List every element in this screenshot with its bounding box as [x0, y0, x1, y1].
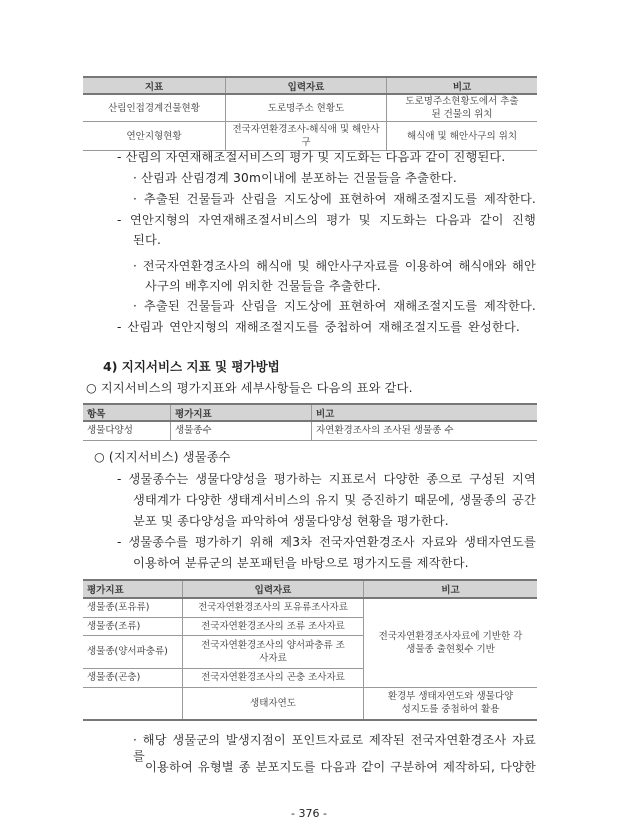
- table-cell: 도로명주소 현황도: [226, 94, 387, 122]
- table-cell: 전국자연환경조사의 양서파충류 조사자료: [183, 635, 364, 668]
- body-text: ○ (지지서비스) 생물종수: [94, 450, 231, 464]
- body-text: 분포 및 종다양성을 파악하여 생물다양성 현황을 평가한다.: [133, 514, 449, 528]
- table-cell: 전국자연환경조사의 포유류조사자료: [183, 598, 364, 617]
- page-number: - 376 -: [291, 807, 327, 820]
- table-header: 입력자료: [226, 77, 387, 94]
- table-header: 항목: [83, 404, 171, 421]
- table-row: [83, 421, 537, 440]
- table-header: 비고: [312, 404, 538, 421]
- table-cell: 생물종(곤충): [83, 668, 183, 687]
- table-header: 비고: [364, 580, 538, 598]
- body-text: 이용하여 유형별 종 분포지도를 다음과 같이 구분하여 제작하되, 다양한: [145, 760, 536, 774]
- table-2: [83, 403, 537, 441]
- table-cell: 생물종(포유류): [83, 598, 183, 617]
- body-text: ○ 지지서비스의 평가지표와 세부사항들은 다음의 표와 같다.: [86, 381, 413, 395]
- table-header: 평가지표: [83, 580, 183, 598]
- body-text: · 산림과 산림경계 30m이내에 분포하는 건물들을 추출한다.: [133, 171, 457, 185]
- table-cell: 생물다양성: [83, 421, 171, 440]
- table-header: 평가지표: [171, 404, 312, 421]
- table-cell: 전국자연환경조사자료에 기반한 각 생물종 출현횟수 기반: [364, 598, 538, 687]
- table-cell: 자연환경조사의 조사된 생물종 수: [312, 421, 538, 440]
- table-header: 비고: [387, 77, 538, 94]
- table-header: 입력자료: [183, 580, 364, 598]
- body-text: · 추출된 건물들과 산림을 지도상에 표현하여 재해조절지도를 제작한다.: [133, 192, 536, 206]
- table-cell: [83, 687, 183, 720]
- body-text: - 연안지형의 자연재해조절서비스의 평가 및 지도화는 다음과 같이 진행: [117, 213, 536, 227]
- section-heading: 4) 지지서비스 지표 및 평가방법: [103, 359, 280, 374]
- table-row: [83, 687, 537, 720]
- table-cell: 생물종(조류): [83, 617, 183, 635]
- table-row: [83, 122, 537, 151]
- body-text: · 전국자연환경조사의 해식애 및 해안사구자료를 이용하여 해식애와 해안: [133, 259, 536, 273]
- table-cell: 전국자연환경조사의 조류 조사자료: [183, 617, 364, 635]
- table-header: 지표: [83, 77, 226, 94]
- table-cell: 산림인접경계건물현황: [83, 94, 226, 122]
- table-cell: 해식애 및 해안사구의 위치: [387, 122, 538, 151]
- body-text: · 해당 생물군의 발생지점이 포인트자료로 제작된 전국자연환경조사 자료를: [133, 733, 536, 763]
- table-cell: 생물종수: [171, 421, 312, 440]
- table-3: [83, 579, 537, 721]
- table-1: [83, 76, 537, 151]
- table-cell: 환경부 생태자연도와 생물다양성지도를 중첩하여 활용: [364, 687, 538, 720]
- body-text: 사구의 배후지에 위치한 건물들을 추출한다.: [145, 279, 381, 293]
- table-cell: 전국자연환경조사의 곤충 조사자료: [183, 668, 364, 687]
- table-row: [83, 598, 537, 617]
- table-cell: 생물종(양서파충류): [83, 635, 183, 668]
- table-cell: 생태자연도: [183, 687, 364, 720]
- body-text: 이용하여 분류군의 분포패턴을 바탕으로 평가지도를 제작한다.: [133, 556, 469, 570]
- table-cell: 전국자연환경조사-해식애 및 해안사구: [226, 122, 387, 151]
- body-text: 된다.: [133, 233, 162, 247]
- body-text: - 산림과 연안지형의 재해조절지도를 중첩하여 재해조절지도를 완성한다.: [117, 320, 520, 334]
- body-text: - 생물종수를 평가하기 위해 제3차 전국자연환경조사 자료와 생태자연도를: [117, 535, 536, 549]
- body-text: - 생물종수는 생물다양성을 평가하는 지표로서 다양한 종으로 구성된 지역: [117, 472, 536, 486]
- body-text: · 추출된 건물들과 산림을 지도상에 표현하여 재해조절지도를 제작한다.: [133, 299, 536, 313]
- body-text: - 산림의 자연재해조절서비스의 평가 및 지도화는 다음과 같이 진행된다.: [117, 150, 506, 164]
- body-text: 생태계가 다양한 생태계서비스의 유지 및 증진하기 때문에, 생물종의 공간: [133, 493, 536, 507]
- table-row: [83, 94, 537, 122]
- table-cell: 도로명주소현황도에서 추출된 건물의 위치: [387, 94, 538, 122]
- table-cell: 연안지형현황: [83, 122, 226, 151]
